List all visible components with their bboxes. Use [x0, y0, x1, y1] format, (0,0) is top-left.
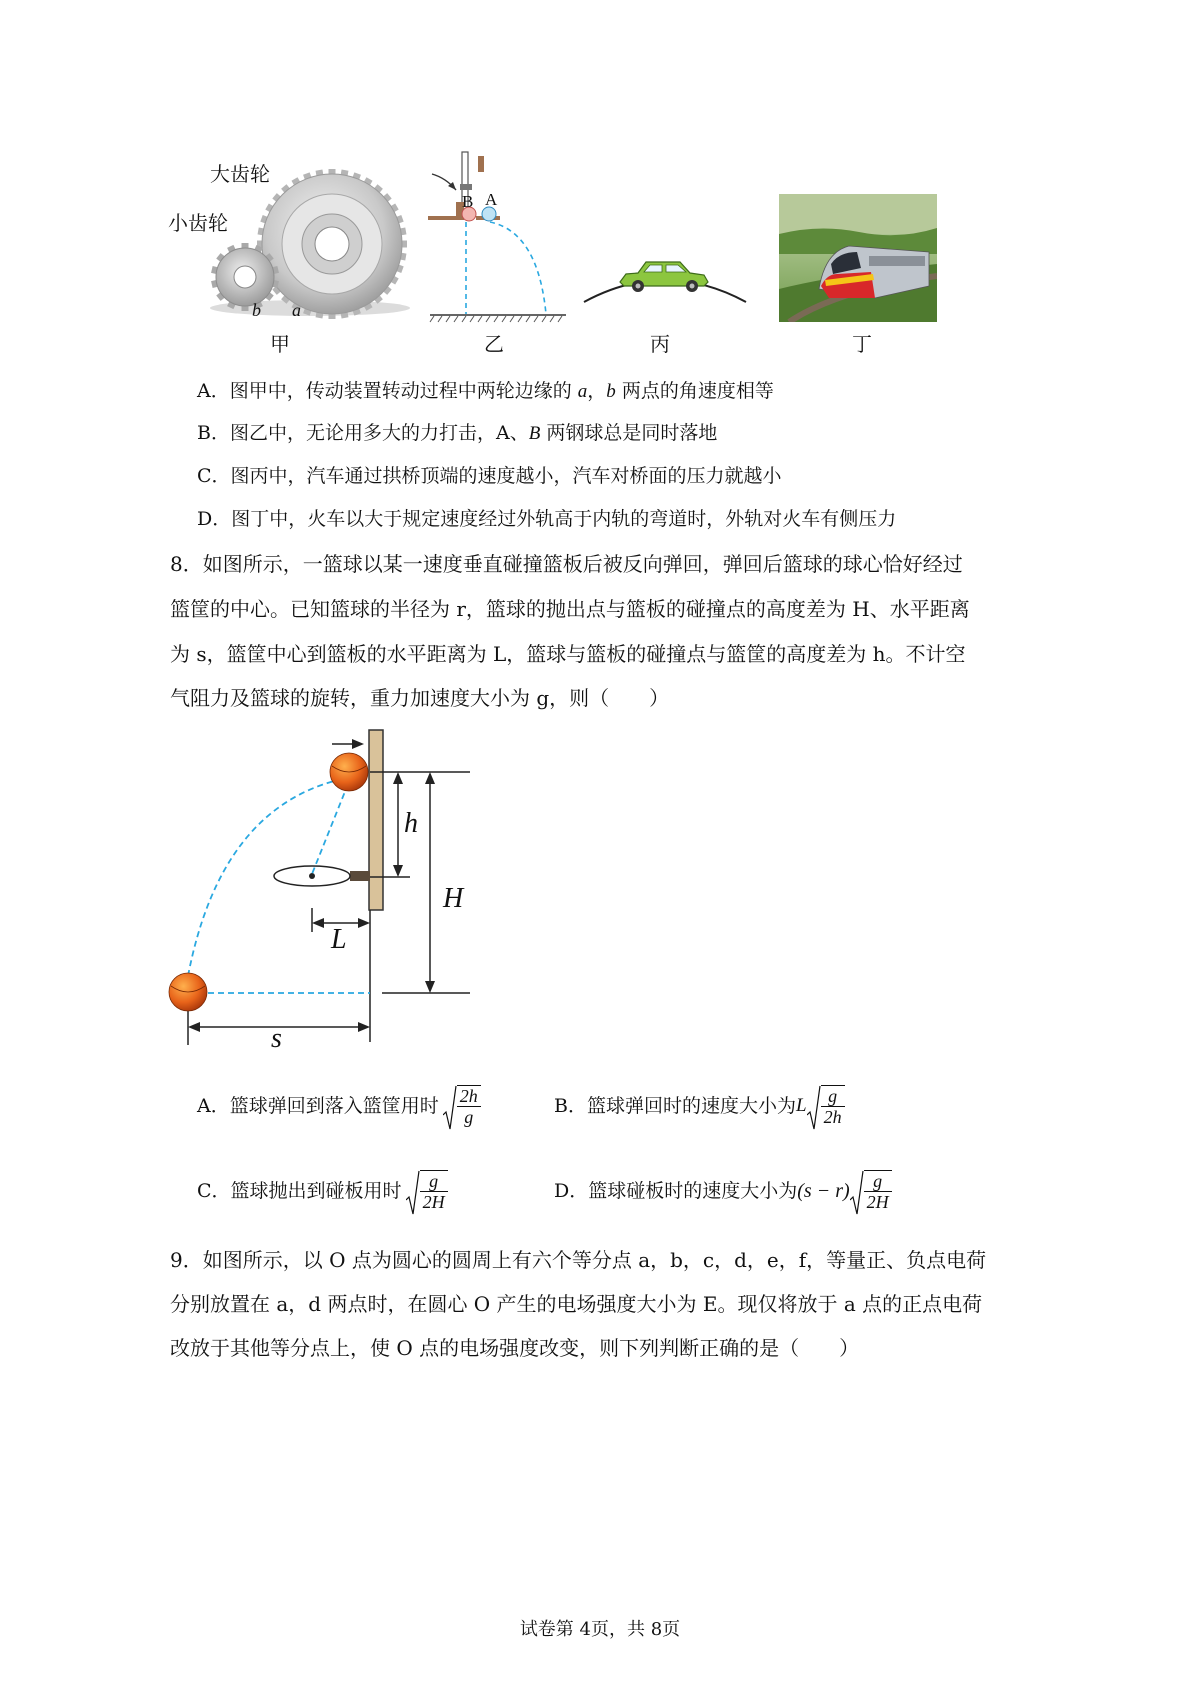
option-text: 图乙中，无论用多大的力打击，A、 — [229, 422, 529, 444]
sqrt-expression — [443, 1085, 481, 1127]
option-text-tail: 两钢球总是同时落地 — [540, 422, 718, 444]
q7-option-c[interactable] — [197, 464, 782, 488]
page-footer: 试卷第 4页，共 8页 — [519, 1619, 681, 1640]
sqrt-expression — [807, 1085, 845, 1127]
q8-line-3: 为 s，篮筐中心到篮板的水平距离为 L，篮球与篮板的碰撞点与篮筐的高度差为 h。不计空 — [170, 642, 966, 666]
frac-numerator: g — [864, 1171, 892, 1192]
coefficient: L — [795, 1095, 807, 1116]
option-text: 篮球抛出到碰板用时 — [230, 1180, 402, 1202]
option-letter: D． — [554, 1180, 589, 1202]
option-letter: C． — [197, 465, 231, 487]
option-text: 篮球弹回时的速度大小为 — [586, 1095, 796, 1117]
var-a: a — [577, 381, 588, 402]
caption-yi: 乙 — [484, 332, 504, 356]
figure-q8-basketball — [160, 720, 490, 1060]
q9-line-2: 分别放置在 a，d 两点时，在圆心 O 产生的电场强度大小为 E。现仅将放于 a 点的正点电荷 — [170, 1292, 983, 1316]
small-gear-label: 小齿轮 — [168, 211, 228, 235]
frac-denominator: 2h — [823, 1107, 842, 1127]
q7-option-b[interactable] — [197, 421, 717, 446]
option-text: 篮球弹回到落入篮筐用时 — [229, 1095, 439, 1117]
q8-option-b[interactable] — [554, 1085, 845, 1127]
figure-yi-balls — [420, 148, 580, 328]
var-b: b — [606, 381, 616, 402]
option-letter: B． — [197, 422, 230, 444]
separator: ， — [587, 380, 607, 402]
ball-a-label: A — [485, 190, 498, 209]
label-h: h — [404, 808, 418, 839]
frac-denominator: g — [464, 1107, 474, 1127]
q8-option-a[interactable] — [197, 1085, 481, 1127]
frac-denominator: 2H — [866, 1192, 889, 1212]
q8-option-d[interactable] — [554, 1170, 892, 1212]
label-s: s — [271, 1023, 282, 1054]
caption-bing: 丙 — [650, 332, 670, 356]
q9-line-3: 改放于其他等分点上，使 O 点的电场强度改变，则下列判断正确的是（ ） — [170, 1336, 860, 1360]
figure-jia-gears — [200, 160, 430, 350]
big-gear-label: 大齿轮 — [210, 162, 270, 186]
q8-line-2: 篮筐的中心。已知篮球的半径为 r，篮球的抛出点与篮板的碰撞点的高度差为 H、水平距离 — [170, 597, 970, 621]
option-text-tail: 两点的角速度相等 — [615, 380, 774, 402]
caption-ding: 丁 — [852, 332, 872, 356]
label-L: L — [331, 924, 347, 955]
option-letter: A． — [197, 380, 230, 402]
option-text: 图丙中，汽车通过拱桥顶端的速度越小，汽车对桥面的压力就越小 — [230, 465, 782, 487]
option-letter: A． — [197, 1095, 230, 1117]
option-letter: D． — [197, 508, 232, 530]
frac-numerator: g — [821, 1086, 845, 1107]
q8-line-4: 气阻力及篮球的旋转，重力加速度大小为 g，则（ ） — [170, 686, 670, 710]
point-a-label: a — [292, 300, 301, 320]
coefficient: (s − r) — [797, 1180, 850, 1202]
point-b-label: b — [252, 300, 261, 320]
sqrt-expression — [850, 1170, 892, 1212]
q9-line-1: 9．如图所示，以 O 点为圆心的圆周上有六个等分点 a，b，c，d，e，f，等量正、负点电荷 — [170, 1248, 987, 1272]
option-text: 图甲中，传动装置转动过程中两轮边缘的 — [229, 380, 578, 402]
figure-ding-train-photo — [779, 194, 937, 322]
figure-bing-car-bridge — [580, 240, 750, 310]
frac-numerator: 2h — [457, 1086, 481, 1107]
option-text: 篮球碰板时的速度大小为 — [588, 1180, 798, 1202]
q8-line-1: 8．如图所示，一篮球以某一速度垂直碰撞篮板后被反向弹回，弹回后篮球的球心恰好经过 — [170, 552, 963, 576]
label-H: H — [443, 883, 464, 914]
option-text: 图丁中，火车以大于规定速度经过外轨高于内轨的弯道时，外轨对火车有侧压力 — [231, 508, 897, 530]
q7-option-d[interactable] — [197, 507, 896, 531]
sqrt-expression — [406, 1170, 448, 1212]
option-letter: C． — [197, 1180, 231, 1202]
q7-option-a[interactable] — [197, 379, 774, 404]
ball-b-label: B — [462, 192, 474, 211]
frac-numerator: g — [420, 1171, 448, 1192]
var-b: B — [528, 423, 541, 444]
caption-jia: 甲 — [270, 332, 290, 356]
q8-option-c[interactable] — [197, 1170, 448, 1212]
option-letter: B． — [554, 1095, 587, 1117]
frac-denominator: 2H — [422, 1192, 445, 1212]
